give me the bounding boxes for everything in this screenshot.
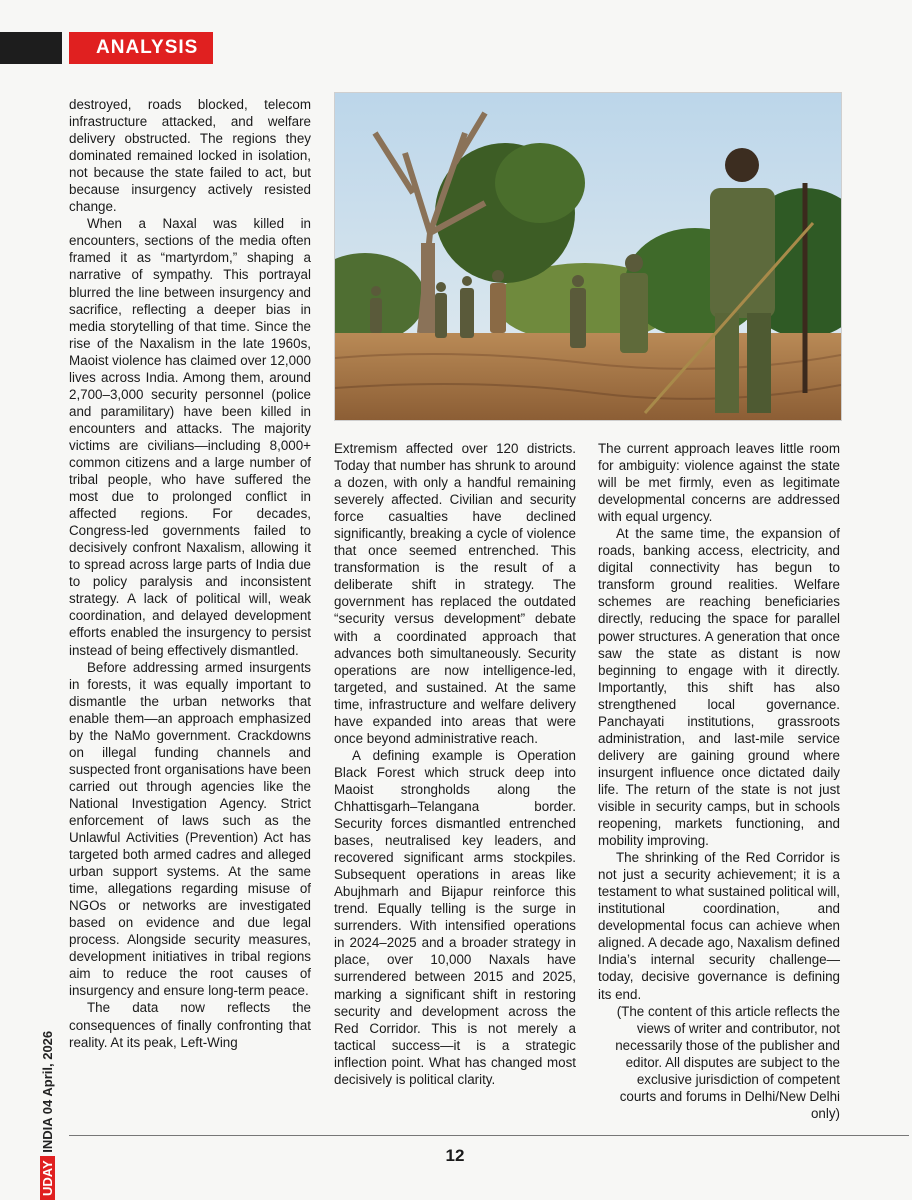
article-photo xyxy=(334,92,842,421)
paragraph: At the same time, the expansion of roads, banking access, electricity, and digital connectivity has begun to transform ground realities. Welfare schemes are reaching beneficiaries directly, reducing the space for parallel power structures. A generation that once saw the state as distant is now beginning to engage with it directly. Importantly, this shift has also strengthened local governance. Panchayati institutions, grassroots administration, and last-mile service delivery are gaining ground where insurgent influence once dictated daily life. The return of the state is not just visible in security camps, but in schools reopening, markets functioning, and mobility improving. xyxy=(598,526,840,849)
article-column-2 xyxy=(334,440,576,1088)
magazine-brand: UDAY xyxy=(40,1156,55,1200)
paragraph: Extremism affected over 120 districts. Today that number has shrunk to around a dozen, with only a handful remaining severely affected. Civilian and security force casualties have declined significantly, breaking a cycle of violence that once seemed entrenched. This transformation is the result of a deliberate shift in strategy. The government has replaced the outdated “security versus development” debate with a coordinated approach that advances both simultaneously. Security operations are now intelligence-led, targeted, and sustained. At the same time, infrastructure and welfare delivery have expanded into areas that were once beyond administrative reach. xyxy=(334,441,576,746)
paragraph: The current approach leaves little room for ambiguity: violence against the state will be met firmly, even as legitimate developmental concerns are addressed with equal urgency. xyxy=(598,441,840,525)
page-number: 12 xyxy=(445,1146,465,1165)
paragraph: When a Naxal was killed in encounters, sections of the media often framed it as “martyrdom,” shaping a narrative of sympathy. This portrayal blurred the line between insurgency and sacrifice, reflecting a deeper bias in media storytelling of that time. Since the rise of the Naxalism in the late 1960s, Maoist violence has claimed over 12,000 lives across India. Among them, around 2,700–3,000 security personnel (police and paramilitary) have been killed in encounters and attacks. The majority victims are civilians—including 8,000+ common citizens and a large number of tribal people, who have suffered the most due to prolonged conflict in affected regions. For decades, Congress-led governments failed to decisively confront Naxalism, allowing it to spread across large parts of India due to policy paralysis and inconsistent strategy. A lack of political will, weak coordination, and delayed development efforts enabled the insurgency to persist instead of being effectively dismantled. xyxy=(69,216,311,658)
section-label: ANALYSIS xyxy=(69,32,213,64)
paragraph: destroyed, roads blocked, telecom infrastructure attacked, and welfare delivery obstructed. The regions they dominated remained locked in isolation, not because the state failed to act, but because insurgency actively resisted change. xyxy=(69,97,311,215)
footer-divider xyxy=(69,1135,909,1136)
article-column-3 xyxy=(598,440,840,1122)
paragraph: Before addressing armed insurgents in forests, it was equally important to dismantle the urban networks that enable them—an approach emphasized by the NaMo government. Crackdowns on illegal funding channels and suspected front organisations have been carried out through agencies like the National Investigation Agency. Strict enforcement of laws such as the Unlawful Activities (Prevention) Act has targeted both armed cadres and alleged urban support systems. At the same time, allegations regarding misuse of NGOs or networks are investigated based on evidence and due legal process. Alongside security measures, development initiatives in tribal regions aim to reduce the root causes of insurgency and ensure long-term peace. xyxy=(69,659,311,999)
paragraph: A defining example is Operation Black Forest which struck deep into Maoist strongholds along the Chhattisgarh–Telangana border. Security forces dismantled entrenched bases, neutralised key leaders, and recovered significant arms stockpiles. Subsequent operations in areas like Abujhmarh and Bijapur reinforce this trend. Equally telling is the surge in surrenders. With intensified operations in 2024–2025 and a broader strategy in place, over 10,000 Naxals have surrendered between 2015 and 2025, marking a significant shift in restoring security and development across the Red Corridor. This is not merely a tactical success—it is a strategic inflection point. What has changed most decisively is political clarity. xyxy=(334,747,576,1087)
edition-date: INDIA 04 April, 2026 xyxy=(40,1030,55,1153)
header-black-bar xyxy=(0,32,62,64)
disclaimer: (The content of this article reflects the views of writer and contributor, not necessarily those of the publisher and editor. All disputes are subject to the exclusive jurisdiction of competent courts and forums in Delhi/New Delhi only) xyxy=(615,1003,840,1121)
paragraph: The shrinking of the Red Corridor is not just a security achievement; it is a testament to what sustained political will, institutional coordination, and developmental focus can achieve when aligned. A decade ago, Naxalism defined India’s internal security challenge—today, decisive governance is defining its end. xyxy=(598,850,840,1002)
edition-line xyxy=(40,1031,56,1200)
paragraph: The data now reflects the consequences of finally confronting that reality. At its peak, Left-Wing xyxy=(69,1000,311,1050)
article-column-1 xyxy=(69,96,311,1051)
edition-strip xyxy=(38,1005,58,1200)
